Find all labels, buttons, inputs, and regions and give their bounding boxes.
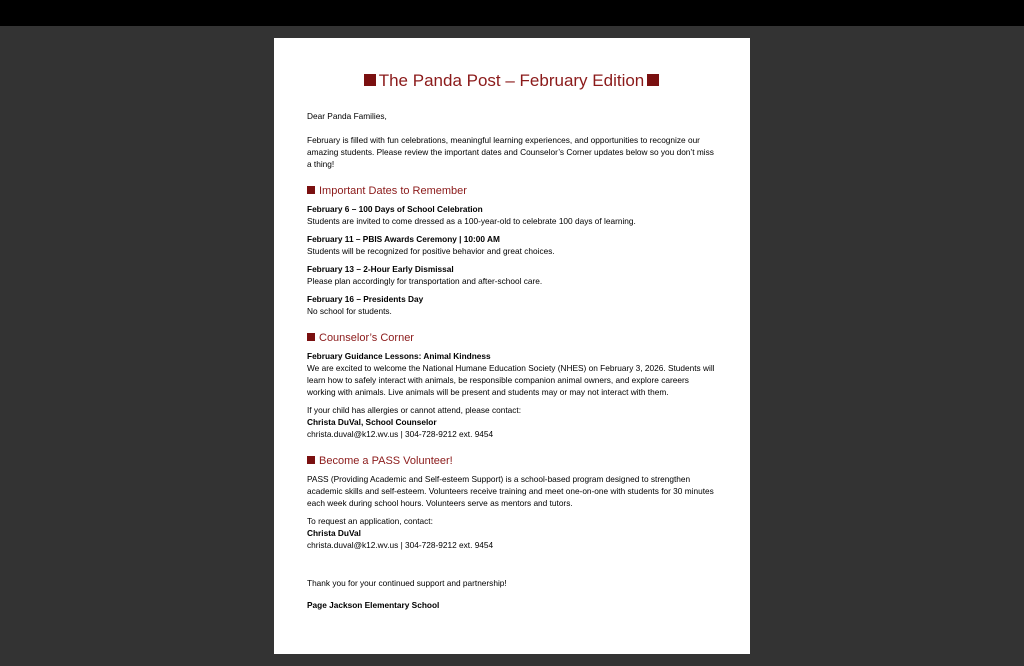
- closing-line: Thank you for your continued support and partnership!: [307, 578, 507, 588]
- contact-info: christa.duval@k12.wv.us | 304-728-9212 ext. 9454: [307, 429, 494, 439]
- square-bullet-icon: [307, 186, 315, 194]
- document-page: [274, 38, 750, 654]
- square-bullet-icon: [647, 74, 659, 86]
- date-item-title: February 13 – 2-Hour Early Dismissal: [307, 264, 454, 274]
- contact-name: Christa DuVal, School Counselor: [307, 417, 437, 427]
- lesson-title: February Guidance Lessons: Animal Kindness: [307, 351, 491, 361]
- square-bullet-icon: [364, 74, 376, 86]
- contact-intro: If your child has allergies or cannot attend, please contact:: [307, 405, 522, 415]
- contact-name: Christa DuVal: [307, 528, 361, 538]
- lesson-desc: We are excited to welcome the National Humane Education Society (NHES) on February 3, 2026. Students will learn how to safely interact with animals, be responsible companion animal owners, and explore careers working with animals. Live animals will be present and students may or may not interact with them.: [307, 363, 715, 397]
- date-item-desc: No school for students.: [307, 306, 392, 316]
- school-signature: Page Jackson Elementary School: [307, 600, 440, 610]
- counselor-heading: [307, 331, 716, 345]
- greeting: Dear Panda Families,: [307, 111, 387, 121]
- contact-intro: To request an application, contact:: [307, 516, 433, 526]
- pass-heading: [307, 454, 716, 468]
- pass-description: [307, 473, 716, 509]
- dates-heading-text: Important Dates to Remember: [319, 185, 467, 197]
- title-text: The Panda Post – February Edition: [378, 71, 645, 90]
- date-item-title: February 16 – Presidents Day: [307, 294, 424, 304]
- contact-info: christa.duval@k12.wv.us | 304-728-9212 ext. 9454: [307, 540, 494, 550]
- dates-heading: [307, 184, 716, 198]
- counselor-heading-text: Counselor’s Corner: [319, 332, 414, 344]
- date-item-desc: Students will be recognized for positive behavior and great choices.: [307, 246, 555, 256]
- counselor-contact: [307, 404, 716, 440]
- date-item-desc: Students are invited to come dressed as a 100-year-old to celebrate 100 days of learning.: [307, 216, 636, 226]
- square-bullet-icon: [307, 456, 315, 464]
- pass-heading-text: Become a PASS Volunteer!: [319, 455, 453, 467]
- pass-desc-text: PASS (Providing Academic and Self-esteem Support) is a school-based program designed to strengthen academic skills and self-esteem. Volunteers receive training and meet one-on-one with students for 30 minutes each week during school hours. Volunteers serve as mentors and tutors.: [307, 474, 714, 508]
- date-item: [307, 293, 716, 317]
- counselor-lesson: [307, 350, 716, 398]
- pass-contact: [307, 515, 716, 551]
- square-bullet-icon: [307, 333, 315, 341]
- newsletter-title: [307, 71, 716, 91]
- date-item: [307, 233, 716, 257]
- date-item: [307, 263, 716, 287]
- date-item: [307, 203, 716, 227]
- intro-paragraph: February is filled with fun celebrations, meaningful learning experiences, and opportunities to recognize our amazing students. Please review the important dates and Counselor’s Corner updates below so you don’t miss a thing!: [307, 135, 714, 169]
- date-item-title: February 6 – 100 Days of School Celebration: [307, 204, 483, 214]
- date-item-title: February 11 – PBIS Awards Ceremony | 10:00 AM: [307, 234, 500, 244]
- date-item-desc: Please plan accordingly for transportation and after-school care.: [307, 276, 543, 286]
- viewer-top-bar: [0, 0, 1024, 26]
